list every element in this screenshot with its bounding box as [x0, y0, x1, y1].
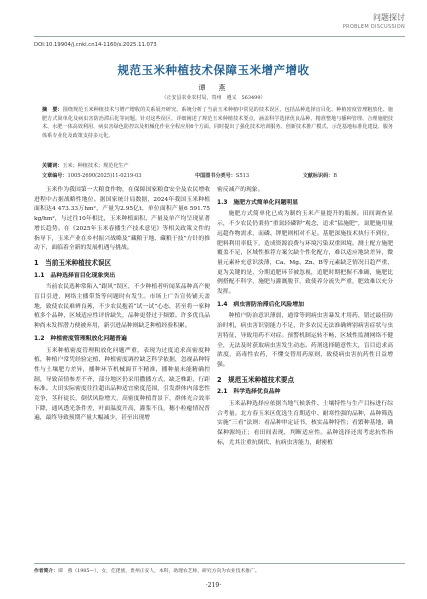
body-paragraph: 当前农民选种常陷入“跟风”误区，不少种植者听闻某品种高产便盲目引进，网络主播带货等问题时有发生。市场上广告宣传铺天盖地，致使农民难辨良莠，不少农民抱着“试一试”心态，甚至将一家种植多个品种，区域适应性评价缺失，品种更替过于频繁。许多优良品种尚未发挥潜力便被弃用，新引进品种则缺乏种植经验积累。 [34, 284, 210, 330]
running-header [343, 12, 405, 30]
subsection-heading: 1.2 种植密度管理粗放化问题普遍 [34, 335, 127, 342]
subsection-heading: 2.1 科学选择优良品种 [217, 389, 281, 396]
author-name: 谭 燕 [198, 84, 229, 92]
body-paragraph: 玉米品种选择应依据当地气候条件、土壤特性与生产目标进行综合考量。北方春玉米区优选生育期适中、耐寒性强的品种，品种筛选实施“三看”法则：看品种审定证书，核实品种特性；看繁种基地，确保种源纯正；看田间表现，判断适应性。品种选择还需考虑抗性指标，尤其注重抗倒伏、抗病虫害能力，耐密植 [217, 401, 393, 446]
section-heading: 2 规范玉米种植技术要点 [217, 375, 295, 384]
author-affiliation: （正安县农业农村局，贵州 遵义 563499） [161, 95, 266, 101]
left-column [34, 186, 210, 424]
abstract-text: 围绕规范玉米种植技术与增产增收的关系展开研究。系统分析了当前玉米种植中常见的技术误区，包括品种选择盲目化、种植密度管理粗放化、施肥方式简单化及病虫害防治滞后化等问题。针对这些误区，详细阐述了规范玉米种植技术要点，涵盖科学选择优良品种、精准整地与播种管理、合理施肥技术、水肥一体高效利用、病虫害绿色防控以及机械化作业全程应用6个方面。同时提出了强化技术培训服务、创新技术推广模式、示范基地标准化建设、服务体系专业化及政策支持多元化。 [42, 107, 393, 139]
keywords [42, 162, 393, 169]
clc-number: 中国图书分类号：S513 [195, 173, 250, 179]
subsection-heading: 1.4 病虫害防治滞后化风险增加 [217, 301, 305, 308]
body-paragraph: 种植户防治意识薄弱，通常等到病虫害暴发才用药，错过最佳防治时机，病虫害识别能力不足，许多农民无法准确辨别病害症状与虫害特征，导致用药不对症。预警机制运转不畅，区域性监测网络不健全，无法及时获取病虫害发生动态。药剂选择随意性大，盲目追求高浓度，高毒性农药，不懂交替用药原则，致使病虫害抗药性日益增强。 [217, 313, 393, 368]
document-code: 文献标识码：B [302, 173, 338, 179]
column-name-en: PROBLEM DISCUSSION [342, 24, 405, 30]
article-number: 文章编号：1005-2690(2025)11-0219-03 [42, 173, 142, 179]
subsection-heading: 1.1 品种选择盲目化现象突出 [34, 272, 116, 279]
author-footnote: 作者简介：谭 燕（1985—），女，仡佬族，贵州正安人，本科，助理农艺师，研究方向为农业技术推广。 [34, 568, 260, 574]
intro-paragraph: 玉米作为我国第一大粮食作物，在保障国家粮食安全及农民增收进程中占据战略性地位。据国家统计局数据，2024年我国玉米种植面积达4 473.33万hm²，产量为2.95亿t，单位面积产量6 591.75 kg/hm²，与过往10年相比，玉米种植面积、产量及单产均呈现显著增长趋势。在《2025年玉米春播生产技术意见》等相关政策文件的指导下，玉米产业在乡村振兴战略及“藏粮于地、藏粮于技”方针的推动下，面临着全新的发展机遇与挑战。 [34, 187, 210, 252]
keywords-label: 关键词： [42, 163, 63, 169]
body-paragraph: 密反减产的现象。 [217, 187, 264, 193]
article-meta [42, 172, 393, 179]
right-column [217, 186, 393, 449]
header-rule [34, 36, 405, 37]
doi: DOI:10.19904/j.cnki.cn14-1160/s.2025.11.073 [34, 42, 157, 48]
abstract-label: 摘 要： [42, 107, 63, 113]
abstract [42, 106, 393, 140]
body-paragraph: 玉米种植密度管理粗放化问题严重，表现为过度追求高密度种植，种植户常凭经验定植，种植密度调控缺乏科学依据，忽视品种特性与土壤肥力差异，播种环节机械调节不精准，播种量未能精确控制，导致苗情参差不齐，部分地区仍采用撒播方式，缺乏株距、行距标准。大田实际密度往往超出品种适宜密度范围，引发群体内部恶性竞争，茎秆徒长，倒伏风险增大，高密度种植背景下，群体光合效率下降，通风透光条件差，叶面温度升高，灌浆不良，穗小粒瘪情况普遍，最终导致预期产量大幅减少，甚至出现增 [34, 347, 210, 422]
column-name: 问题探讨 [373, 13, 405, 22]
article-title: 规范玉米种植技术保障玉米增产增收 [117, 63, 310, 77]
keywords-text: 玉米；种植技术；规范化生产 [62, 163, 129, 169]
footnote-rule [34, 563, 405, 564]
section-heading: 1 当前玉米种植技术误区 [34, 258, 112, 267]
body-paragraph: 施肥方式简单化已成为制约玉米产量提升的瓶颈。田间调查显示，不少农民仍秉持“重氮轻磷钾”观念，追求“猛施肥”，氮肥施用量远超作物需求，而磷、钾肥则相对不足。基肥深施技术执行不到位，肥料利用率低下，造成资源浪费与环境污染双重困境。测土配方施肥覆盖不足，区域性推荐方案欠缺个性化配方，难以适应地块差异，微量元素补充意识淡薄，Ca、Mg、Zn、B等元素缺乏情况日趋严重，更为关键的是，分期追肥环节被忽视，追肥时期把握不准确，施肥比例搭配不科学，施肥与灌溉脱节，致使养分流失严重，肥效难以充分发挥。 [217, 211, 393, 296]
subsection-heading: 1.3 施肥方式简单化问题明显 [217, 199, 299, 206]
page-number: ·219· [205, 582, 222, 589]
